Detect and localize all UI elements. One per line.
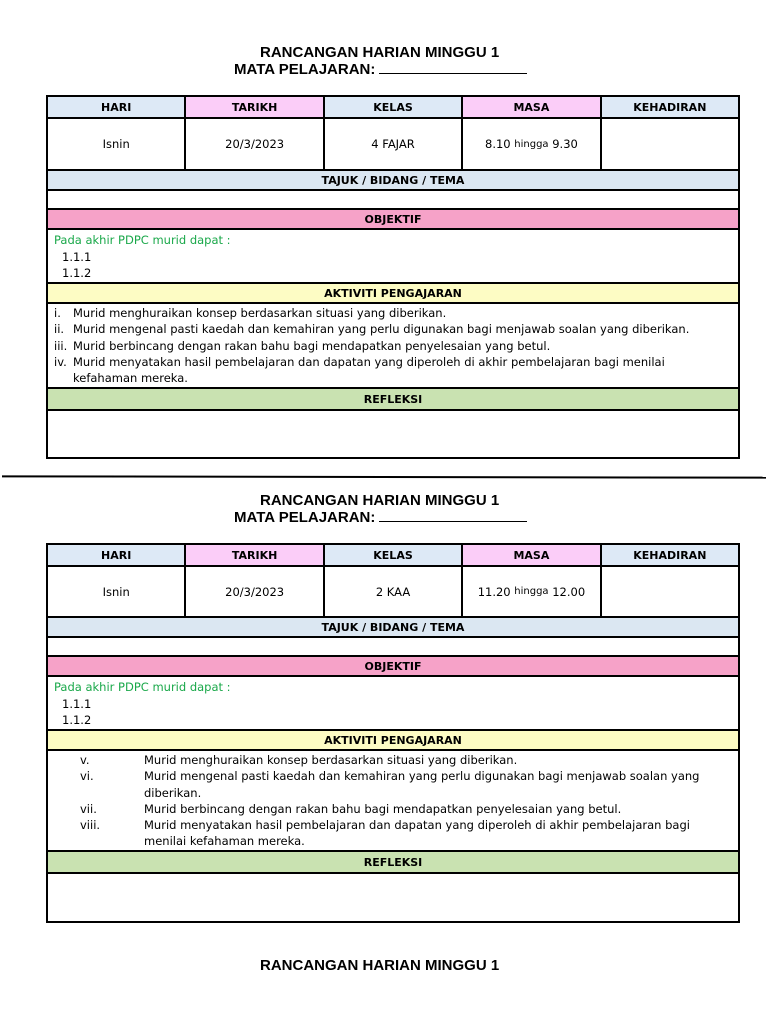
heading-title: RANCANGAN HARIAN MINGGU 1 xyxy=(260,492,500,509)
time-cell xyxy=(463,567,601,616)
activity-item xyxy=(54,752,732,768)
subject-label: MATA PELAJARAN: xyxy=(234,61,376,78)
activity-text: Murid menghuraikan konsep berdasarkan situasi yang diberikan. xyxy=(144,753,518,767)
subject-line xyxy=(234,509,527,526)
objective-intro: Pada akhir PDPC murid dapat : xyxy=(54,680,231,694)
daily-plan-table-1 xyxy=(46,95,740,459)
subject-line xyxy=(234,61,527,78)
activity-item xyxy=(54,354,732,387)
objective-item: 1.1.1 xyxy=(62,696,92,711)
date-cell: 20/3/2023 xyxy=(186,119,324,169)
activity-list xyxy=(48,751,738,850)
objective-body xyxy=(48,677,738,731)
activity-num: viii. xyxy=(80,818,101,833)
reflection-blank-row xyxy=(48,874,738,923)
activity-text: Murid menyatakan hasil pembelajaran dan dapatan yang diperoleh di akhir pembelajaran bagi menilai kefahaman mereka. xyxy=(144,818,690,849)
time-cell xyxy=(463,119,601,169)
activity-item xyxy=(54,801,732,817)
plan-values-row xyxy=(48,567,738,618)
topic-blank-row xyxy=(48,638,738,657)
activity-num: ii. xyxy=(54,322,65,337)
subject-blank xyxy=(379,61,527,74)
col-header-kehadiran: KEHADIRAN xyxy=(602,545,738,565)
objective-content xyxy=(48,230,237,282)
col-header-kehadiran: KEHADIRAN xyxy=(602,97,738,117)
activity-num: iii. xyxy=(54,338,68,353)
page-separator xyxy=(2,475,766,478)
class-cell: 4 FAJAR xyxy=(325,119,463,169)
objective-band: OBJEKTIF xyxy=(48,210,738,230)
activity-num: i. xyxy=(54,306,61,320)
activity-num: vi. xyxy=(80,769,94,784)
time-end: 12.00 xyxy=(552,584,586,599)
objective-body xyxy=(48,230,738,284)
objective-band: OBJEKTIF xyxy=(48,657,738,677)
time-word: hingga xyxy=(514,586,549,597)
topic-band: TAJUK / BIDANG / TEMA xyxy=(48,171,738,191)
reflection-band: REFLEKSI xyxy=(48,852,738,874)
activity-text: Murid mengenal pasti kaedah dan kemahiran yang perlu digunakan bagi menjawab soalan yang diberikan. xyxy=(73,322,690,337)
attendance-cell xyxy=(602,119,738,169)
activity-item xyxy=(54,817,732,850)
activity-text: Murid menghuraikan konsep berdasarkan situasi yang diberikan. xyxy=(73,306,447,320)
day-cell: Isnin xyxy=(48,119,186,169)
time-word: hingga xyxy=(514,138,549,150)
topic-blank-row xyxy=(48,191,738,210)
col-header-tarikh: TARIKH xyxy=(186,97,324,117)
reflection-blank-row xyxy=(48,411,738,461)
activity-list xyxy=(48,304,738,387)
activity-band: AKTIVITI PENGAJARAN xyxy=(48,731,738,751)
class-cell: 2 KAA xyxy=(325,567,463,616)
col-header-masa: MASA xyxy=(463,97,601,117)
heading-title: RANCANGAN HARIAN MINGGU 1 xyxy=(260,957,500,974)
reflection-band: REFLEKSI xyxy=(48,389,738,411)
activity-num: v. xyxy=(80,753,90,767)
plan-values-row xyxy=(48,119,738,171)
activity-num: iv. xyxy=(54,354,67,369)
time-start: 8.10 xyxy=(485,137,511,151)
time-end: 9.30 xyxy=(552,137,578,151)
activity-band: AKTIVITI PENGAJARAN xyxy=(48,284,738,304)
activity-num: vii. xyxy=(80,801,97,816)
col-header-tarikh: TARIKH xyxy=(186,545,324,565)
date-cell: 20/3/2023 xyxy=(186,567,324,616)
activity-text: Murid berbincang dengan rakan bahu bagi mendapatkan penyelesaian yang betul. xyxy=(73,338,551,353)
subject-label: MATA PELAJARAN: xyxy=(234,509,376,526)
activity-text: Murid berbincang dengan rakan bahu bagi mendapatkan penyelesaian yang betul. xyxy=(144,801,622,816)
attendance-cell xyxy=(602,567,738,616)
activity-item xyxy=(54,338,732,354)
objective-content xyxy=(48,677,237,729)
col-header-kelas: KELAS xyxy=(325,97,463,117)
activity-text: Murid mengenal pasti kaedah dan kemahiran yang perlu digunakan bagi menjawab soalan yang diberikan. xyxy=(144,769,700,800)
col-header-masa: MASA xyxy=(463,545,601,565)
col-header-kelas: KELAS xyxy=(325,545,463,565)
col-header-hari: HARI xyxy=(48,97,186,117)
activity-item xyxy=(54,321,732,337)
time-start: 11.20 xyxy=(477,584,511,599)
objective-item: 1.1.2 xyxy=(62,266,92,280)
objective-item: 1.1.1 xyxy=(62,249,92,264)
column-header-row xyxy=(48,545,738,567)
column-header-row xyxy=(48,97,738,119)
activity-item xyxy=(54,305,732,321)
daily-plan-table-2 xyxy=(46,543,740,923)
heading-title: RANCANGAN HARIAN MINGGU 1 xyxy=(260,44,500,61)
objective-item: 1.1.2 xyxy=(62,713,92,727)
activity-text: Murid menyatakan hasil pembelajaran dan dapatan yang diperoleh di akhir pembelajaran bagi menilai kefahaman mereka. xyxy=(73,354,665,386)
activity-item xyxy=(54,768,732,801)
activity-body xyxy=(48,304,738,389)
objective-intro: Pada akhir PDPC murid dapat : xyxy=(54,233,231,247)
day-cell: Isnin xyxy=(48,567,186,616)
activity-body xyxy=(48,751,738,852)
topic-band: TAJUK / BIDANG / TEMA xyxy=(48,618,738,638)
col-header-hari: HARI xyxy=(48,545,186,565)
subject-blank xyxy=(379,509,527,522)
